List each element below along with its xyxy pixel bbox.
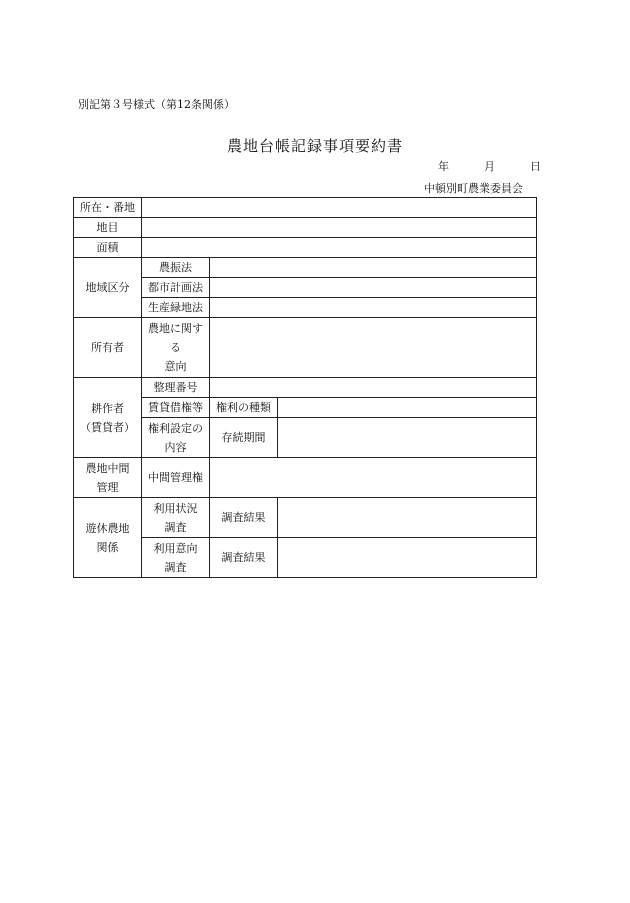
zoning-agri-promotion-label: 農振法 (142, 258, 210, 278)
month-label: 月 (484, 160, 495, 173)
usage-survey-label: 利用状況 調査 (142, 498, 210, 538)
duration-value[interactable] (278, 418, 537, 458)
intermediary-header: 農地中間 管理 (74, 458, 142, 498)
right-type-label: 権利の種類 (210, 398, 278, 418)
form-number: 別記第３号様式（第12条関係） (78, 98, 235, 111)
intent-survey-label: 利用意向 調査 (142, 538, 210, 578)
owner-intention-label: 農地に関す る 意向 (142, 318, 210, 378)
ledger-summary-table (73, 197, 537, 578)
intent-survey-result-label: 調査結果 (210, 538, 278, 578)
right-type-value[interactable] (278, 398, 537, 418)
idle-land-header: 遊休農地 関係 (74, 498, 142, 578)
intermediary-right-label: 中間管理権 (142, 458, 210, 498)
zoning-green-land-value[interactable] (210, 298, 537, 318)
intent-survey-result-value[interactable] (278, 538, 537, 578)
land-category-header: 地目 (74, 218, 142, 238)
owner-header: 所有者 (74, 318, 142, 378)
intermediary-right-value[interactable] (210, 458, 537, 498)
zoning-green-land-label: 生産緑地法 (142, 298, 210, 318)
right-setting-label: 権利設定の 内容 (142, 418, 210, 458)
zoning-agri-promotion-value[interactable] (210, 258, 537, 278)
land-category-value[interactable] (142, 218, 537, 238)
issuer: 中頓別町農業委員会 (424, 182, 523, 195)
document-title: 農地台帳記録事項要約書 (226, 137, 403, 155)
duration-label: 存続期間 (210, 418, 278, 458)
area-value[interactable] (142, 238, 537, 258)
zoning-city-planning-label: 都市計画法 (142, 278, 210, 298)
lease-right-label: 賃貸借権等 (142, 398, 210, 418)
usage-survey-result-value[interactable] (278, 498, 537, 538)
owner-intention-value[interactable] (210, 318, 537, 378)
usage-survey-result-label: 調査結果 (210, 498, 278, 538)
date-line (438, 158, 541, 174)
year-label: 年 (438, 160, 449, 173)
area-header: 面積 (74, 238, 142, 258)
zoning-header: 地域区分 (74, 258, 142, 318)
day-label: 日 (530, 160, 541, 173)
location-value[interactable] (142, 198, 537, 218)
register-number-label: 整理番号 (142, 378, 210, 398)
cultivator-header: 耕作者 （賃貸者） (74, 378, 142, 458)
location-header: 所在・番地 (74, 198, 142, 218)
zoning-city-planning-value[interactable] (210, 278, 537, 298)
register-number-value[interactable] (210, 378, 537, 398)
